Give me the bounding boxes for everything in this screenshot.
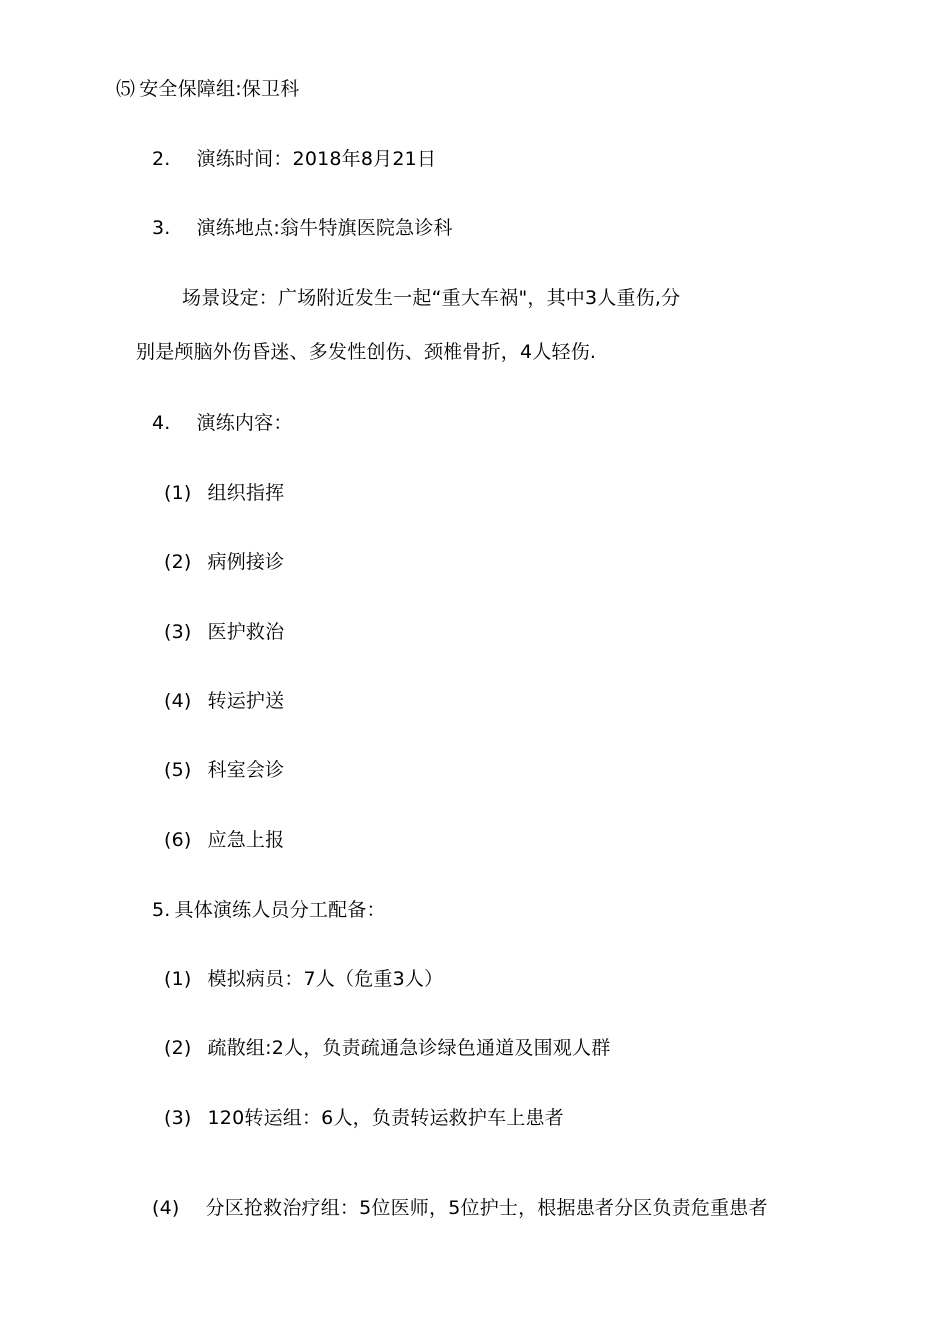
line-text: 演练时间：2018年8月21日: [196, 148, 437, 170]
doc-line-drill-time: [152, 147, 436, 171]
line-prefix: (2): [164, 551, 192, 573]
line-text: 科室会诊: [207, 759, 285, 781]
line-text: 模拟病员：7人（危重3人）: [207, 968, 444, 990]
line-prefix: (3): [164, 621, 192, 643]
line-text: 具体演练人员分工配备：: [174, 899, 386, 921]
line-text: 安全保障组:保卫科: [139, 78, 300, 100]
line-prefix: 5.: [152, 899, 171, 921]
line-text: 病例接诊: [207, 551, 285, 573]
line-text: 转运护送: [207, 690, 285, 712]
doc-list-item: [164, 481, 284, 505]
line-prefix: (3): [164, 1107, 192, 1129]
line-text: 演练内容：: [196, 412, 293, 434]
line-prefix: (4): [164, 690, 192, 712]
line-text: 演练地点:翁牛特旗医院急诊科: [196, 217, 453, 239]
line-prefix: (5): [164, 759, 192, 781]
line-text: 组织指挥: [207, 482, 285, 504]
doc-list-item: [164, 1106, 564, 1130]
doc-list-item: [164, 1036, 610, 1060]
doc-list-item: [164, 550, 284, 574]
doc-line-scenario-continued: [136, 340, 596, 364]
line-prefix: (2): [164, 1037, 192, 1059]
doc-list-item: [164, 620, 284, 644]
line-prefix: ⑸: [116, 78, 136, 100]
doc-line-drill-content: [152, 411, 293, 435]
line-prefix: (1): [164, 482, 192, 504]
line-prefix: 3.: [152, 217, 171, 239]
line-text: 场景设定：广场附近发生一起“重大车祸"，其中3人重伤,分: [182, 287, 681, 309]
doc-list-item: [164, 758, 284, 782]
doc-list-item: [152, 1196, 768, 1220]
line-text: 别是颅脑外伤昏迷、多发性创伤、颈椎骨折，4人轻伤.: [136, 341, 597, 363]
line-prefix: 4.: [152, 412, 171, 434]
doc-list-item: [164, 689, 284, 713]
line-prefix: (6): [164, 829, 192, 851]
doc-line-scenario: [182, 286, 680, 310]
line-prefix: (4): [152, 1197, 180, 1219]
line-text: 医护救治: [207, 621, 285, 643]
line-text: 应急上报: [207, 829, 285, 851]
line-prefix: 2.: [152, 148, 171, 170]
line-text: 分区抢救治疗组：5位医师，5位护士，根据患者分区负责危重患者: [205, 1197, 768, 1219]
doc-list-item: [164, 828, 284, 852]
doc-line-staff-assignment: [152, 898, 386, 922]
doc-line-drill-location: [152, 216, 453, 240]
line-prefix: (1): [164, 968, 192, 990]
doc-line-security-group: [116, 77, 299, 101]
doc-list-item: [164, 967, 443, 991]
line-text: 疏散组:2人，负责疏通急诊绿色通道及围观人群: [207, 1037, 611, 1059]
line-text: 120转运组：6人，负责转运救护车上患者: [207, 1107, 564, 1129]
